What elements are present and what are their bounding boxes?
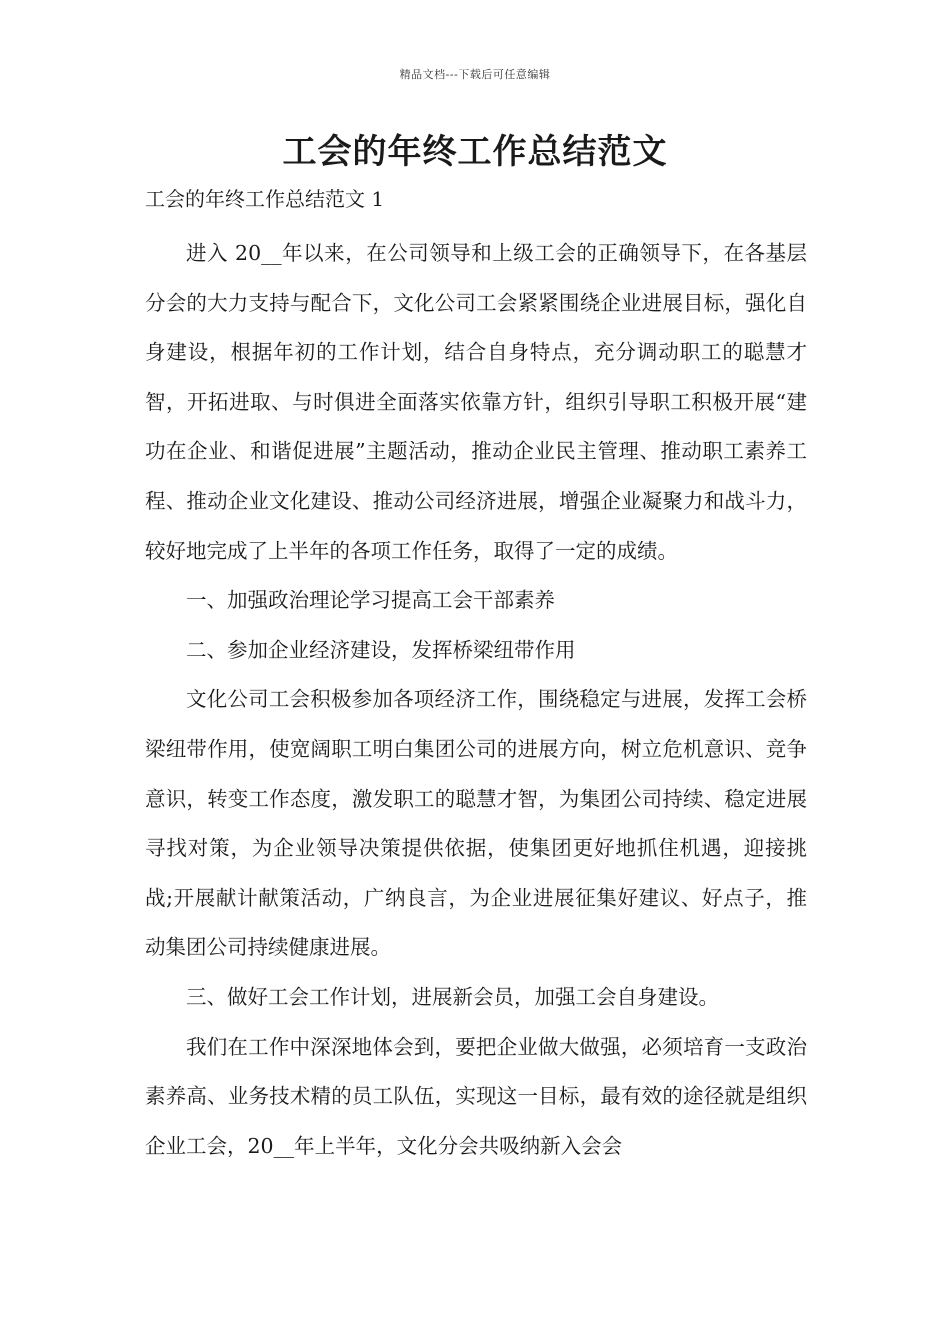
document-subtitle: 工会的年终工作总结范文 1 <box>145 187 385 211</box>
paragraph-membership: 我们在工作中深深地体会到，要把企业做大做强，必须培育一支政治素养高、业务技术精的员工队伍，实现这一目标，最有效的途径就是组织企业工会，20__年上半年，文化分会共吸纳新入会会 <box>145 1034 807 1158</box>
section-heading-2: 二、参加企业经济建设，发挥桥梁纽带作用 <box>186 637 576 662</box>
header-note: 精品文档---下载后可任意编辑 <box>399 68 551 81</box>
section-heading-1: 一、加强政治理论学习提高工会干部素养 <box>186 588 555 613</box>
section-heading-3: 三、做好工会工作计划，进展新会员，加强工会自身建设。 <box>186 984 719 1009</box>
paragraph-economic: 文化公司工会积极参加各项经济工作，围绕稳定与进展，发挥工会桥梁纽带作用，使宽阔职工明白集团公司的进展方向，树立危机意识、竞争意识，转变工作态度，激发职工的聪慧才智，为集团公司持续、稳定进展寻找对策，为企业领导决策提供依据，使集团更好地抓住机遇，迎接挑战;开展献计献策活动，广纳良言，为企业进展征集好建议、好点子，推动集团公司持续健康进展。 <box>145 687 807 960</box>
document-title: 工会的年终工作总结范文 <box>282 132 668 172</box>
paragraph-intro: 进入 20__年以来，在公司领导和上级工会的正确领导下，在各基层分会的大力支持与配合下，文化公司工会紧紧围绕企业进展目标，强化自身建设，根据年初的工作计划，结合自身特点，充分调动职工的聪慧才智，开拓进取、与时俱进全面落实依靠方针，组织引导职工积极开展“建功在企业、和谐促进展”主题活动，推动企业民主管理、推动职工素养工程、推动企业文化建设、推动公司经济进展，增强企业凝聚力和战斗力，较好地完成了上半年的各项工作任务，取得了一定的成绩。 <box>145 241 807 563</box>
document-body <box>145 229 807 1171</box>
